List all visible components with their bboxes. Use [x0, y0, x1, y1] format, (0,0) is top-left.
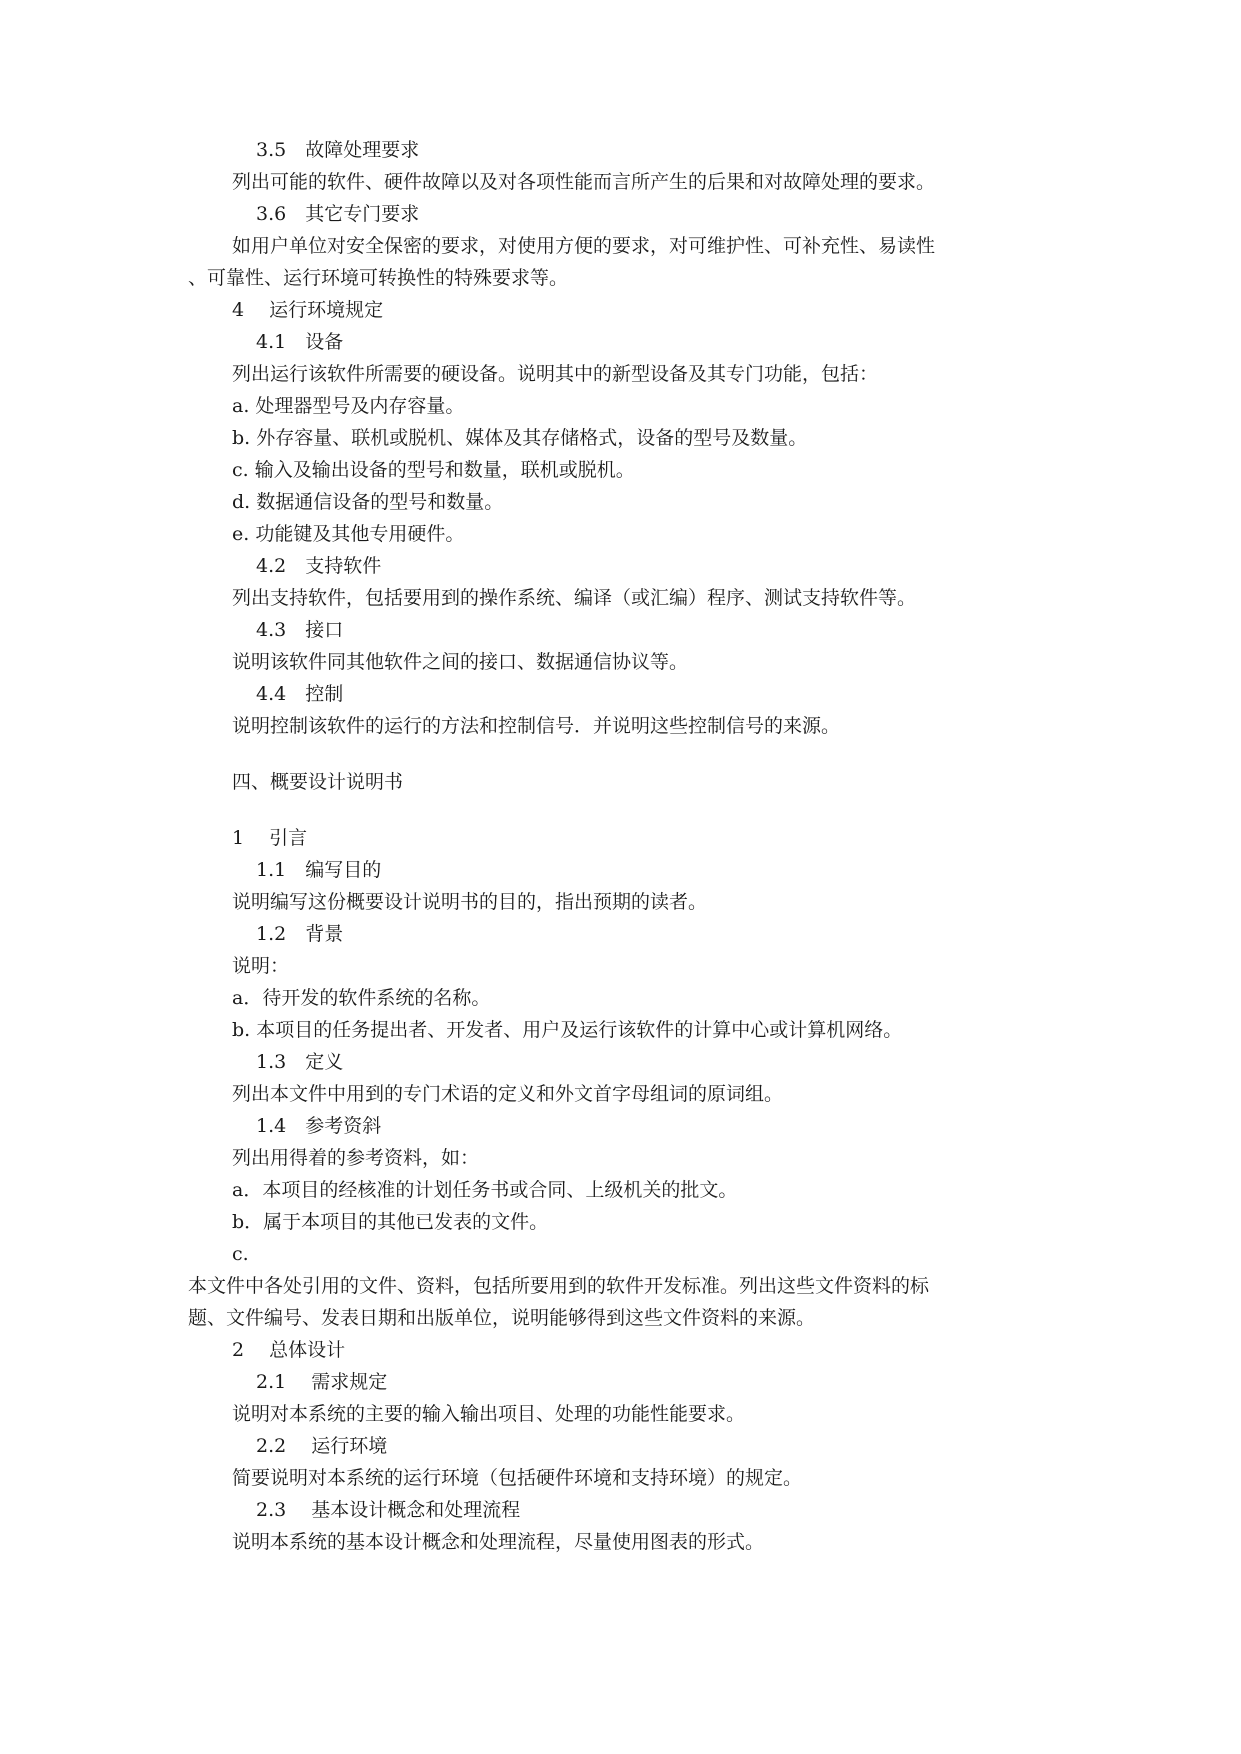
- paragraph-line: 说明控制该软件的运行的方法和控制信号．并说明这些控制信号的来源。: [232, 715, 841, 737]
- list-item: c. 输入及输出设备的型号和数量，联机或脱机。: [232, 459, 635, 481]
- chapter-heading: 四、概要设计说明书: [232, 771, 404, 793]
- list-item: d. 数据通信设备的型号和数量。: [232, 491, 504, 513]
- paragraph-line: 题、文件编号、发表日期和出版单位，说明能够得到这些文件资料的来源。: [188, 1307, 816, 1329]
- paragraph-line: 说明：: [232, 955, 290, 977]
- section-heading-4-2: 4.2 支持软件: [256, 555, 382, 577]
- paragraph-line: 列出用得着的参考资料，如：: [232, 1147, 480, 1169]
- paragraph-line: 列出支持软件，包括要用到的操作系统、编译（或汇编）程序、测试支持软件等。: [232, 587, 917, 609]
- section-heading-1-3: 1.3 定义: [256, 1051, 344, 1073]
- paragraph-line: 说明本系统的基本设计概念和处理流程，尽量使用图表的形式。: [232, 1531, 765, 1553]
- list-item: b．属于本项目的其他已发表的文件。: [232, 1211, 549, 1233]
- section-heading-2-2: 2.2 运行环境: [256, 1435, 388, 1457]
- list-item: a. 处理器型号及内存容量。: [232, 395, 465, 417]
- section-heading-4-3: 4.3 接口: [256, 619, 344, 641]
- paragraph-line: 列出运行该软件所需要的硬设备。说明其中的新型设备及其专门功能，包括：: [232, 363, 879, 385]
- list-item: b. 外存容量、联机或脱机、媒体及其存储格式，设备的型号及数量。: [232, 427, 808, 449]
- paragraph-line: 说明该软件同其他软件之间的接口、数据通信协议等。: [232, 651, 689, 673]
- section-heading-1: 1 引言: [232, 827, 308, 849]
- list-item: a．本项目的经核准的计划任务书或合同、上级机关的批文。: [232, 1179, 738, 1201]
- list-item: b. 本项目的任务提出者、开发者、用户及运行该软件的计算中心或计算机网络。: [232, 1019, 903, 1041]
- paragraph-line: 简要说明对本系统的运行环境（包括硬件环境和支持环境）的规定。: [232, 1467, 803, 1489]
- paragraph-line: 说明对本系统的主要的输入输出项目、处理的功能性能要求。: [232, 1403, 746, 1425]
- section-heading-1-2: 1.2 背景: [256, 923, 344, 945]
- section-heading-1-1: 1.1 编写目的: [256, 859, 382, 881]
- list-item: a．待开发的软件系统的名称。: [232, 987, 491, 1009]
- paragraph-line: 、可靠性、运行环境可转换性的特殊要求等。: [188, 267, 569, 289]
- section-heading-2-1: 2.1 需求规定: [256, 1371, 388, 1393]
- paragraph-line: 本文件中各处引用的文件、资料，包括所要用到的软件开发标准。列出这些文件资料的标: [188, 1275, 930, 1297]
- section-heading-3-6: 3.6 其它专门要求: [256, 203, 420, 225]
- section-heading-2: 2 总体设计: [232, 1339, 346, 1361]
- section-heading-4-1: 4.1 设备: [256, 331, 344, 353]
- paragraph-line: 如用户单位对安全保密的要求，对使用方便的要求，对可维护性、可补充性、易读性: [232, 235, 936, 257]
- section-heading-1-4: 1.4 参考资斜: [256, 1115, 382, 1137]
- section-heading-4: 4 运行环境规定: [232, 299, 384, 321]
- list-item: e. 功能键及其他专用硬件。: [232, 523, 465, 545]
- section-heading-4-4: 4.4 控制: [256, 683, 344, 705]
- section-heading-3-5: 3.5 故障处理要求: [256, 139, 420, 161]
- paragraph-line: 列出本文件中用到的专门术语的定义和外文首字母组词的原词组。: [232, 1083, 784, 1105]
- paragraph-line: 列出可能的软件、硬件故障以及对各项性能而言所产生的后果和对故障处理的要求。: [232, 171, 936, 193]
- section-heading-2-3: 2.3 基本设计概念和处理流程: [256, 1499, 521, 1521]
- list-item: c.: [232, 1243, 249, 1265]
- paragraph-line: 说明编写这份概要设计说明书的目的，指出预期的读者。: [232, 891, 708, 913]
